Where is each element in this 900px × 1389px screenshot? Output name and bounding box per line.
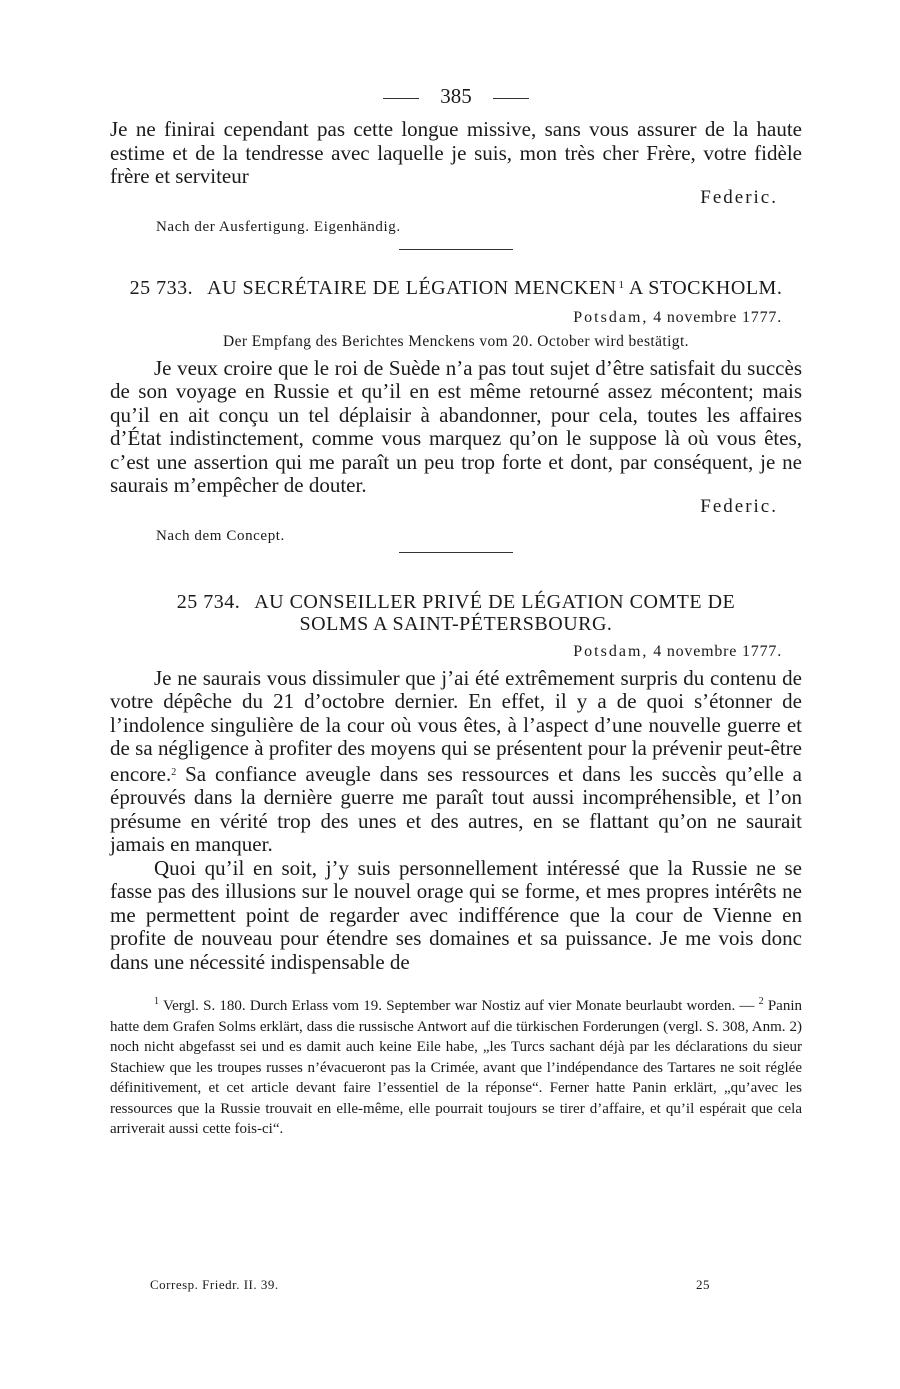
footnotes xyxy=(110,992,802,1140)
letter2-number: 25 734. xyxy=(176,590,241,613)
letter2-paragraph-1-part-b: Sa confiance aveugle dans ses ressources et dans les succès qu’elle a éprouvés dans la dernière guerre me paraît tout aussi incompréhensible, et l’on présume en vérité trop des unes et des autres, en se flattant qu’on ne saurait jamais en manquer. xyxy=(110,761,802,856)
letter1-title-text: AU SECRÉTAIRE DE LÉGATION MENCKEN xyxy=(207,276,617,299)
letter2-paragraph-2: Quoi qu’il en soit, j’y suis personnellement intéressé que la Russie ne se fasse pas des illusions sur le nouvel orage qui se forme, et mes propres intérêts ne me permettent point de regarder avec indifférence que la cour de Vienne en profite de nouveau pour étendre ses domaines et sa puissance. Je me vois donc dans une nécessité indispensable de xyxy=(110,855,802,974)
letter1-title xyxy=(110,274,802,299)
letter1-body: Je veux croire que le roi de Suède n’a pas tout sujet d’être satisfait du succès de son voyage en Russie et qu’il en est même retourné assez mécontent; mais qu’il en ait conçu un tel déplaisir à abandonner, pour cela, toutes les affaires d’État indistinctement, comme vous marquez qu’on le suppose là où vous êtes, c’est une assertion qui me paraît un peu trop forte et dont, par conséquent, je ne saurais m’empêcher de douter. xyxy=(110,355,802,497)
letter1-dateline xyxy=(110,307,802,329)
printer-signature-mark: Corresp. Friedr. II. 39. xyxy=(150,1277,279,1292)
letter2-paragraph-1 xyxy=(110,667,802,857)
letter1-number: 25 733. xyxy=(129,276,194,299)
footnote-1-mark: 1 xyxy=(154,996,159,1007)
letter2-date: 4 novembre 1777. xyxy=(653,642,782,660)
footnote-2: Panin hatte dem Grafen Solms erklärt, dass die russische Antwort auf die türkischen Forderungen (vergl. S. 308, Anm. 2) noch nicht abgefasst sei und es damit auch keine Eile habe, „les Turcs sachant déjà par les déclarations du sieur Stachiew que les troupes russes n’évacueront pas la Crimée, avant que l’indépendance des Tartares ne soit réglée définitivement, et cet article devant faire l’essentiel de la réponse“. Ferner hatte Panin erklärt, „qu’avec les ressources que la Russie trouvait en elle-même, elle pourrait toujours se tirer d’affaire, et qu’il espérait que cela arriverait aussi cette fois-ci“. xyxy=(110,998,803,1137)
section-divider xyxy=(399,552,513,553)
header-dash-left xyxy=(383,98,419,99)
letter1-title-end: A STOCKHOLM. xyxy=(628,276,783,299)
footnote-2-mark: 2 xyxy=(758,996,764,1007)
letter2-title xyxy=(110,591,802,635)
footnote-block xyxy=(110,992,802,1140)
page-header xyxy=(110,78,802,118)
page-body xyxy=(110,78,802,1140)
letter1-signature: Federic. xyxy=(700,495,778,517)
closing-paragraph: Je ne finirai cependant pas cette longue missive, sans vous assurer de la haute estime et de la tendresse avec laquelle je suis, mon très cher Frère, votre fidèle frère et serviteur xyxy=(110,117,802,188)
letter2-footnote-ref: 2 xyxy=(171,766,177,778)
header-dash-right xyxy=(493,98,529,99)
letter1-place: Potsdam, xyxy=(573,308,649,326)
sheet-number: 25 xyxy=(696,1277,710,1292)
section-divider xyxy=(399,249,513,250)
letter2-paragraph-1-part-a: Je ne saurais vous dissimuler que j’ai été extrêmement surpris du contenu de votre dépêche du 21 d’octobre dernier. En effet, il y a de quoi s’étonner de l’indolence singulière de la cour où vous êtes, à l’aspect d’une nouvelle guerre et de sa négligence à profiter des moyens qui se présentent pour la prévenir peut-être encore. xyxy=(110,665,802,786)
letter2-title-line1: AU CONSEILLER PRIVÉ DE LÉGATION COMTE DE xyxy=(254,590,736,613)
letter1-footnote-ref: 1 xyxy=(618,278,625,291)
letter1-date: 4 novembre 1777. xyxy=(653,308,782,326)
closing-source-note: Nach der Ausfertigung. Eigenhändig. xyxy=(156,218,401,235)
closing-signature: Federic. xyxy=(700,186,778,208)
page-footer xyxy=(150,1277,710,1293)
letter1-summary: Der Empfang des Berichtes Menckens vom 20. October wird bestätigt. xyxy=(223,332,689,350)
letter2-dateline xyxy=(110,641,802,663)
footnote-1: Vergl. S. 180. Durch Erlass vom 19. September war Nostiz auf vier Monate beurlaubt worden. — xyxy=(162,998,755,1014)
page-number: 385 xyxy=(440,84,472,108)
letter1-source-note: Nach dem Concept. xyxy=(156,527,285,544)
letter2-place: Potsdam, xyxy=(573,642,649,660)
letter2-title-line2: SOLMS A SAINT-PÉTERSBOURG. xyxy=(299,612,613,635)
